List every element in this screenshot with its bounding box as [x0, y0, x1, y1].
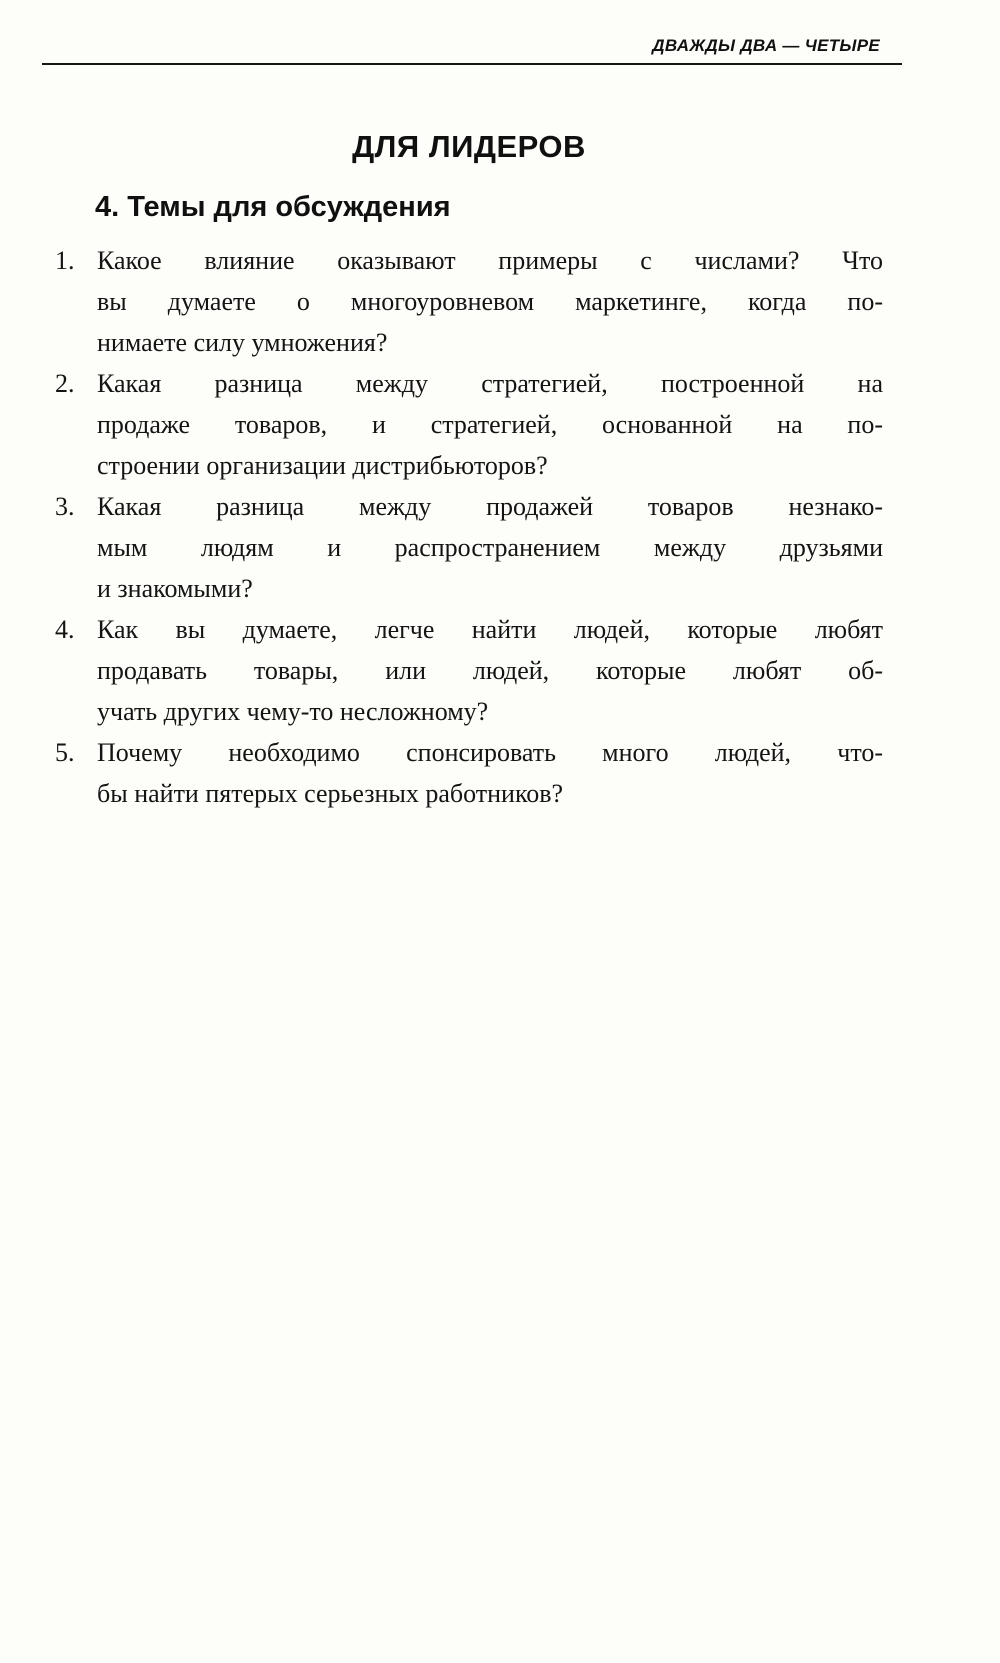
text-line: продаже товаров, и стратегией, основанной на по-	[97, 410, 883, 439]
text-line: вы думаете о многоуровневом маркетинге, когда по-	[97, 287, 883, 316]
list-item-number: 1.	[55, 246, 75, 275]
text-line: нимаете силу умножения?	[97, 328, 388, 357]
book-page	[0, 36, 1000, 814]
text-line: Какая разница между продажей товаров незнако-	[97, 492, 883, 521]
list-item-number: 5.	[55, 738, 75, 767]
list-item	[55, 363, 883, 486]
text-line: Какая разница между стратегией, построенной на	[97, 369, 883, 398]
section-heading: 4. Темы для обсуждения	[95, 191, 451, 223]
page-title: ДЛЯ ЛИДЕРОВ	[352, 129, 586, 164]
list-item	[55, 240, 883, 363]
list-item	[55, 732, 883, 814]
text-line: Почему необходимо спонсировать много людей, что-	[97, 738, 883, 767]
list-item-number: 3.	[55, 492, 75, 521]
list-item-text	[97, 363, 883, 486]
header-rule	[42, 63, 902, 65]
text-line: продавать товары, или людей, которые любят об-	[97, 656, 883, 685]
text-line: бы найти пятерых серьезных работников?	[97, 779, 564, 808]
text-line: Как вы думаете, легче найти людей, которые любят	[97, 615, 883, 644]
list-item-number: 2.	[55, 369, 75, 398]
list-item-text	[97, 486, 883, 609]
text-line: мым людям и распространением между друзьями	[97, 533, 883, 562]
text-line: Какое влияние оказывают примеры с числами? Что	[97, 246, 883, 275]
list-item-number: 4.	[55, 615, 75, 644]
running-header	[42, 36, 902, 56]
text-line: и знакомыми?	[97, 574, 253, 603]
discussion-list	[55, 240, 883, 814]
text-line: учать других чему-то несложному?	[97, 697, 489, 726]
text-line: строении организации дистрибьюторов?	[97, 451, 548, 480]
list-item	[55, 609, 883, 732]
list-item	[55, 486, 883, 609]
running-header-text: ДВАЖДЫ ДВА — ЧЕТЫРЕ	[652, 36, 880, 55]
list-item-text	[97, 240, 883, 363]
list-item-text	[97, 732, 883, 814]
list-item-text	[97, 609, 883, 732]
page-content	[55, 129, 883, 814]
